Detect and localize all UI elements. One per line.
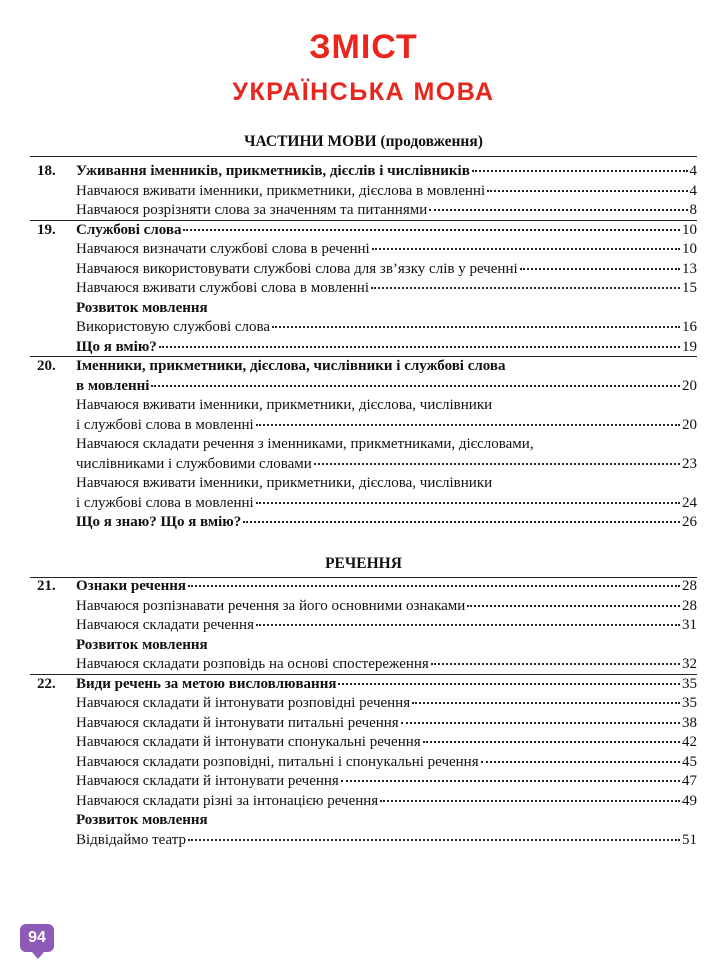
entry-divider (30, 356, 697, 357)
toc-entry-title: Навчаюся складати різні за інтонацією речення (76, 792, 379, 809)
dot-leader (401, 722, 680, 724)
toc-row (0, 597, 727, 617)
toc-page-number: 8 (689, 202, 697, 218)
toc-entry (76, 753, 697, 773)
dot-leader (431, 663, 680, 665)
toc-entry-title: Навчаюся використовувати службові слова для зв’язку слів у реченні (76, 260, 518, 277)
toc-entry (76, 377, 697, 397)
toc-list-parts-of-speech (0, 162, 727, 533)
toc-entry (76, 655, 697, 675)
toc-row (0, 733, 727, 753)
toc-row (0, 318, 727, 338)
toc-entry (76, 357, 697, 377)
toc-entry-title: Розвиток мовлення (76, 636, 208, 653)
toc-entry (76, 694, 697, 714)
toc-entry-title: Навчаюся вживати службові слова в мовленні (76, 280, 369, 296)
toc-entry (76, 474, 697, 494)
toc-row-number: 20. (37, 358, 56, 374)
toc-entry-title: і службові слова в мовленні (76, 494, 254, 511)
dot-leader (467, 605, 680, 607)
toc-page-number: 23 (682, 455, 697, 472)
toc-page-number: 45 (682, 753, 697, 770)
section-divider (30, 156, 697, 157)
toc-entry-title: Навчаюся складати й інтонувати спонукальні речення (76, 734, 421, 750)
page-title: ЗМІСТ (309, 28, 418, 66)
toc-row (0, 435, 727, 455)
dot-leader (487, 190, 687, 192)
toc-entry (76, 338, 697, 358)
toc-entry-title: Що я вмію? (76, 338, 157, 355)
toc-entry (76, 162, 697, 182)
dot-leader (188, 839, 680, 841)
toc-entry (76, 201, 697, 221)
toc-entry-title: Використовую службові слова (76, 319, 271, 335)
dot-leader (256, 424, 680, 426)
toc-entry-title: Що я знаю? Що я вмію? (76, 514, 242, 530)
toc-page-number: 35 (682, 675, 697, 692)
dot-leader (341, 780, 680, 782)
toc-page-number: 31 (682, 617, 697, 633)
toc-entry-title: Навчаюся складати й інтонувати питальні речення (76, 714, 399, 731)
toc-page-number: 24 (682, 494, 697, 511)
dot-leader (338, 683, 680, 685)
toc-entry (76, 279, 697, 299)
toc-entry-title: в мовленні (76, 377, 150, 394)
toc-page-number: 4 (689, 163, 697, 179)
toc-row-number: 19. (37, 221, 56, 238)
toc-row (0, 636, 727, 656)
toc-entry (76, 831, 697, 851)
toc-entry (76, 494, 697, 514)
toc-entry-title: Навчаюся складати речення (76, 617, 254, 633)
toc-row (0, 455, 727, 475)
toc-entry-title: Навчаюся складати розповідь на основі спостереження (76, 656, 429, 672)
dot-leader (256, 624, 680, 626)
dot-leader (412, 702, 680, 704)
toc-row-number: 18. (37, 163, 56, 179)
toc-entry (76, 182, 697, 202)
dot-leader (256, 502, 680, 504)
toc-page-number: 13 (682, 260, 697, 277)
toc-entry (76, 396, 697, 416)
toc-entry (76, 577, 697, 597)
toc-page-number: 26 (682, 514, 697, 530)
toc-row-number: 21. (37, 578, 56, 594)
toc-row (0, 221, 727, 241)
dot-leader (314, 463, 680, 465)
toc-row (0, 279, 727, 299)
toc-page-number: 47 (682, 773, 697, 789)
toc-row (0, 831, 727, 851)
toc-row (0, 792, 727, 812)
toc-page-number: 4 (689, 182, 697, 199)
toc-page-number: 20 (682, 416, 697, 433)
dot-leader (371, 287, 680, 289)
entry-divider (30, 674, 697, 675)
toc-page-number: 32 (682, 656, 697, 672)
toc-entry (76, 714, 697, 734)
toc-row-number: 22. (37, 675, 56, 692)
toc-row (0, 162, 727, 182)
toc-entry-title: Уживання іменників, прикметників, дієслів і числівників (76, 163, 470, 179)
toc-entry (76, 513, 697, 533)
toc-entry (76, 240, 697, 260)
toc-entry (76, 221, 697, 241)
toc-entry (76, 416, 697, 436)
toc-page-number: 15 (682, 280, 697, 296)
toc-entry-title: Навчаюся вживати іменники, прикметники, дієслова, числівники (76, 397, 493, 413)
toc-entry-title: Навчаюся визначати службові слова в реченні (76, 241, 370, 257)
dot-leader (372, 248, 680, 250)
toc-row (0, 513, 727, 533)
toc-entry-title: Навчаюся вживати іменники, прикметники, дієслова, числівники (76, 475, 493, 491)
toc-entry-title: Навчаюся складати речення з іменниками, прикметниками, дієсловами, (76, 436, 534, 452)
toc-entry-title: числівниками і службовими словами (76, 455, 312, 472)
toc-entry-title: Розвиток мовлення (76, 812, 208, 828)
dot-leader (272, 326, 680, 328)
toc-entry (76, 318, 697, 338)
dot-leader (429, 209, 687, 211)
toc-entry-title: Службові слова (76, 221, 182, 238)
toc-entry-title: Навчаюся складати й інтонувати речення (76, 773, 339, 789)
toc-page-number: 10 (682, 221, 697, 238)
toc-row (0, 416, 727, 436)
toc-row (0, 240, 727, 260)
toc-row (0, 357, 727, 377)
toc-row (0, 675, 727, 695)
dot-leader (243, 521, 680, 523)
toc-entry-title: Відвідаймо театр (76, 831, 187, 848)
dot-leader (423, 741, 680, 743)
toc-page-number: 16 (682, 319, 697, 335)
toc-entry (76, 597, 697, 617)
section-heading-sentence: РЕЧЕННЯ (325, 555, 402, 572)
toc-row (0, 182, 727, 202)
toc-entry (76, 616, 697, 636)
toc-page-number: 35 (682, 695, 697, 711)
toc-row (0, 494, 727, 514)
dot-leader (151, 385, 680, 387)
toc-row (0, 772, 727, 792)
entry-divider (30, 220, 697, 221)
toc-entry-title: Ознаки речення (76, 578, 187, 594)
toc-row (0, 753, 727, 773)
dot-leader (472, 170, 688, 172)
toc-entry-title: Розвиток мовлення (76, 299, 208, 316)
toc-entry-title: Навчаюся розрізняти слова за значенням та питаннями (76, 202, 428, 218)
toc-row (0, 396, 727, 416)
toc-entry (76, 299, 697, 319)
toc-row (0, 260, 727, 280)
toc-page-number: 28 (682, 597, 697, 614)
toc-row (0, 655, 727, 675)
subject-title: УКРАЇНСЬКА МОВА (232, 78, 495, 106)
toc-page-number: 49 (682, 792, 697, 809)
dot-leader (183, 229, 680, 231)
toc-list-sentence (0, 577, 727, 850)
toc-page-number: 51 (682, 831, 697, 848)
toc-entry (76, 792, 697, 812)
toc-row (0, 474, 727, 494)
toc-page-number: 19 (682, 338, 697, 355)
toc-entry-title: Іменники, прикметники, дієслова, числівники і службові слова (76, 358, 506, 374)
dot-leader (520, 268, 680, 270)
toc-entry (76, 675, 697, 695)
toc-row (0, 811, 727, 831)
dot-leader (159, 346, 680, 348)
toc-entry (76, 811, 697, 831)
toc-entry-title: Навчаюся вживати іменники, прикметники, дієслова в мовленні (76, 182, 486, 199)
toc-row (0, 338, 727, 358)
toc-entry (76, 733, 697, 753)
toc-entry-title: Навчаюся складати розповідні, питальні і спонукальні речення (76, 753, 479, 770)
toc-entry (76, 455, 697, 475)
dot-leader (380, 800, 680, 802)
toc-row (0, 694, 727, 714)
section-heading-parts-of-speech: ЧАСТИНИ МОВИ (продовження) (244, 133, 483, 150)
toc-entry-title: Навчаюся розпізнавати речення за його основними ознаками (76, 597, 466, 614)
toc-row (0, 714, 727, 734)
toc-row (0, 377, 727, 397)
toc-row (0, 299, 727, 319)
toc-entry (76, 435, 697, 455)
toc-entry (76, 772, 697, 792)
toc-entry-title: Види речень за метою висловлювання (76, 675, 337, 692)
page-number-badge: 94 (20, 924, 54, 952)
toc-entry-title: Навчаюся складати й інтонувати розповідні речення (76, 695, 411, 711)
dot-leader (481, 761, 680, 763)
toc-page-number: 28 (682, 578, 697, 594)
toc-row (0, 577, 727, 597)
toc-row (0, 616, 727, 636)
toc-row (0, 201, 727, 221)
toc-page-number: 42 (682, 734, 697, 750)
toc-entry-title: і службові слова в мовленні (76, 416, 254, 433)
toc-page-number: 10 (682, 241, 697, 257)
dot-leader (188, 585, 680, 587)
toc-entry (76, 636, 697, 656)
toc-entry (76, 260, 697, 280)
toc-page-number: 38 (682, 714, 697, 731)
toc-page-number: 20 (682, 377, 697, 394)
